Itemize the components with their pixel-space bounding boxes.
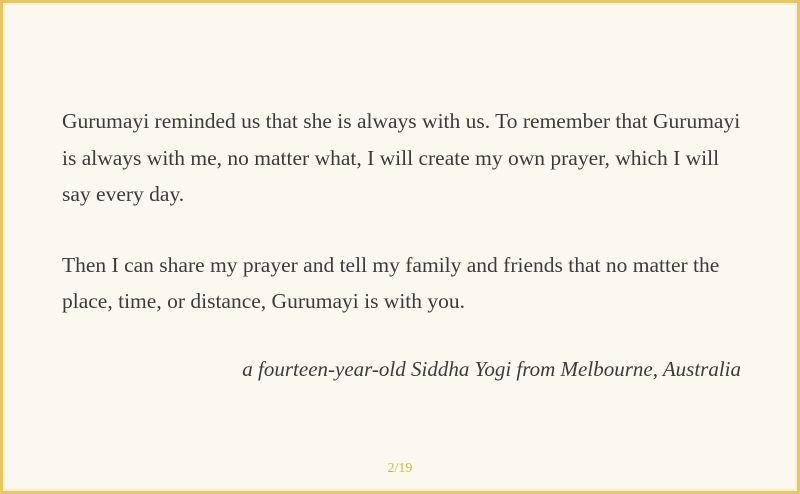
page-indicator: 2/19 — [387, 461, 413, 476]
slide-content — [3, 3, 797, 491]
quote-paragraph-1: Gurumayi reminded us that she is always with us. To remember that Gurumayi is always with me, no matter what, I will create my own prayer, which I will say every day. — [62, 109, 741, 206]
quote-paragraph-2: Then I can share my prayer and tell my family and friends that no matter the place, time, or distance, Gurumayi is with you. — [62, 252, 720, 313]
quote-text — [62, 103, 752, 354]
quote-attribution: a fourteen-year-old Siddha Yogi from Melbourne, Australia — [242, 357, 741, 381]
